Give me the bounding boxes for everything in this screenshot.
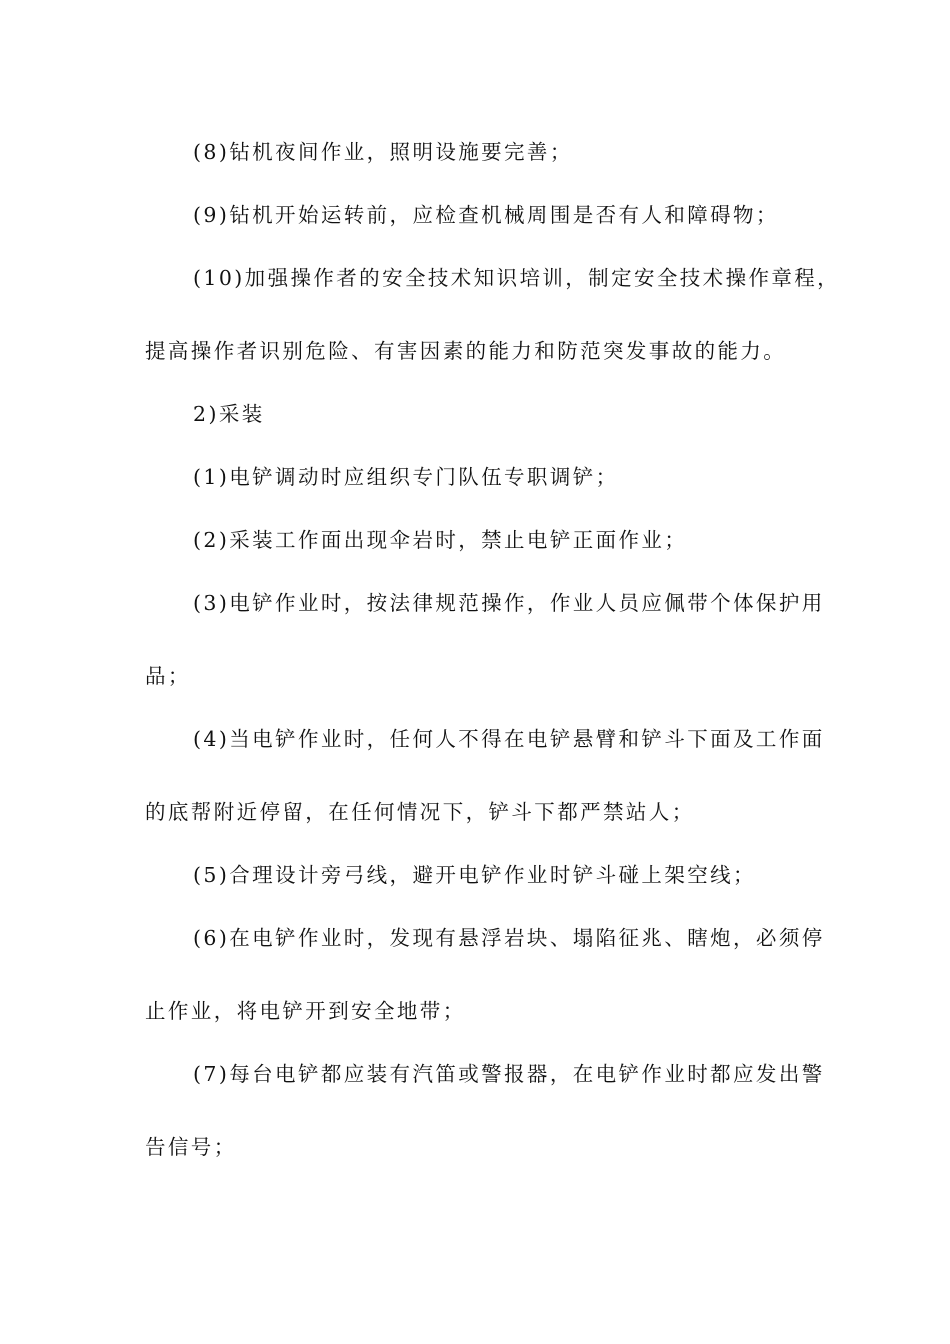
item-10-line-2: 提高操作者识别危险、有害因素的能力和防范突发事故的能力。 <box>145 339 787 363</box>
item-7-line-1: (7)每台电铲都应装有汽笛或警报器，在电铲作业时都应发出警 <box>193 1062 825 1086</box>
item-3-line-1: (3)电铲作业时，按法律规范操作，作业人员应佩带个体保护用 <box>193 591 825 615</box>
item-3-line-2: 品； <box>145 664 191 688</box>
item-5-line: (5)合理设计旁弓线，避开电铲作业时铲斗碰上架空线； <box>193 863 756 887</box>
item-6-line-1: (6)在电铲作业时，发现有悬浮岩块、塌陷征兆、瞎炮，必须停 <box>193 926 825 950</box>
item-10-line-1: (10)加强操作者的安全技术知识培训，制定安全技术操作章程， <box>193 266 841 290</box>
item-6-line-2: 止作业，将电铲开到安全地带； <box>145 999 466 1023</box>
item-7-line-2: 告信号； <box>145 1135 237 1159</box>
item-9-line: (9)钻机开始运转前，应检查机械周围是否有人和障碍物； <box>193 203 779 227</box>
item-1-line: (1)电铲调动时应组织专门队伍专职调铲； <box>193 465 619 489</box>
section-heading-caizhuang: 2)采装 <box>193 402 265 426</box>
item-2-line: (2)采装工作面出现伞岩时，禁止电铲正面作业； <box>193 528 688 552</box>
item-4-line-1: (4)当电铲作业时，任何人不得在电铲悬臂和铲斗下面及工作面 <box>193 727 825 751</box>
item-8-line: (8)钻机夜间作业，照明设施要完善； <box>193 140 573 164</box>
item-4-line-2: 的底帮附近停留，在任何情况下，铲斗下都严禁站人； <box>145 800 695 824</box>
